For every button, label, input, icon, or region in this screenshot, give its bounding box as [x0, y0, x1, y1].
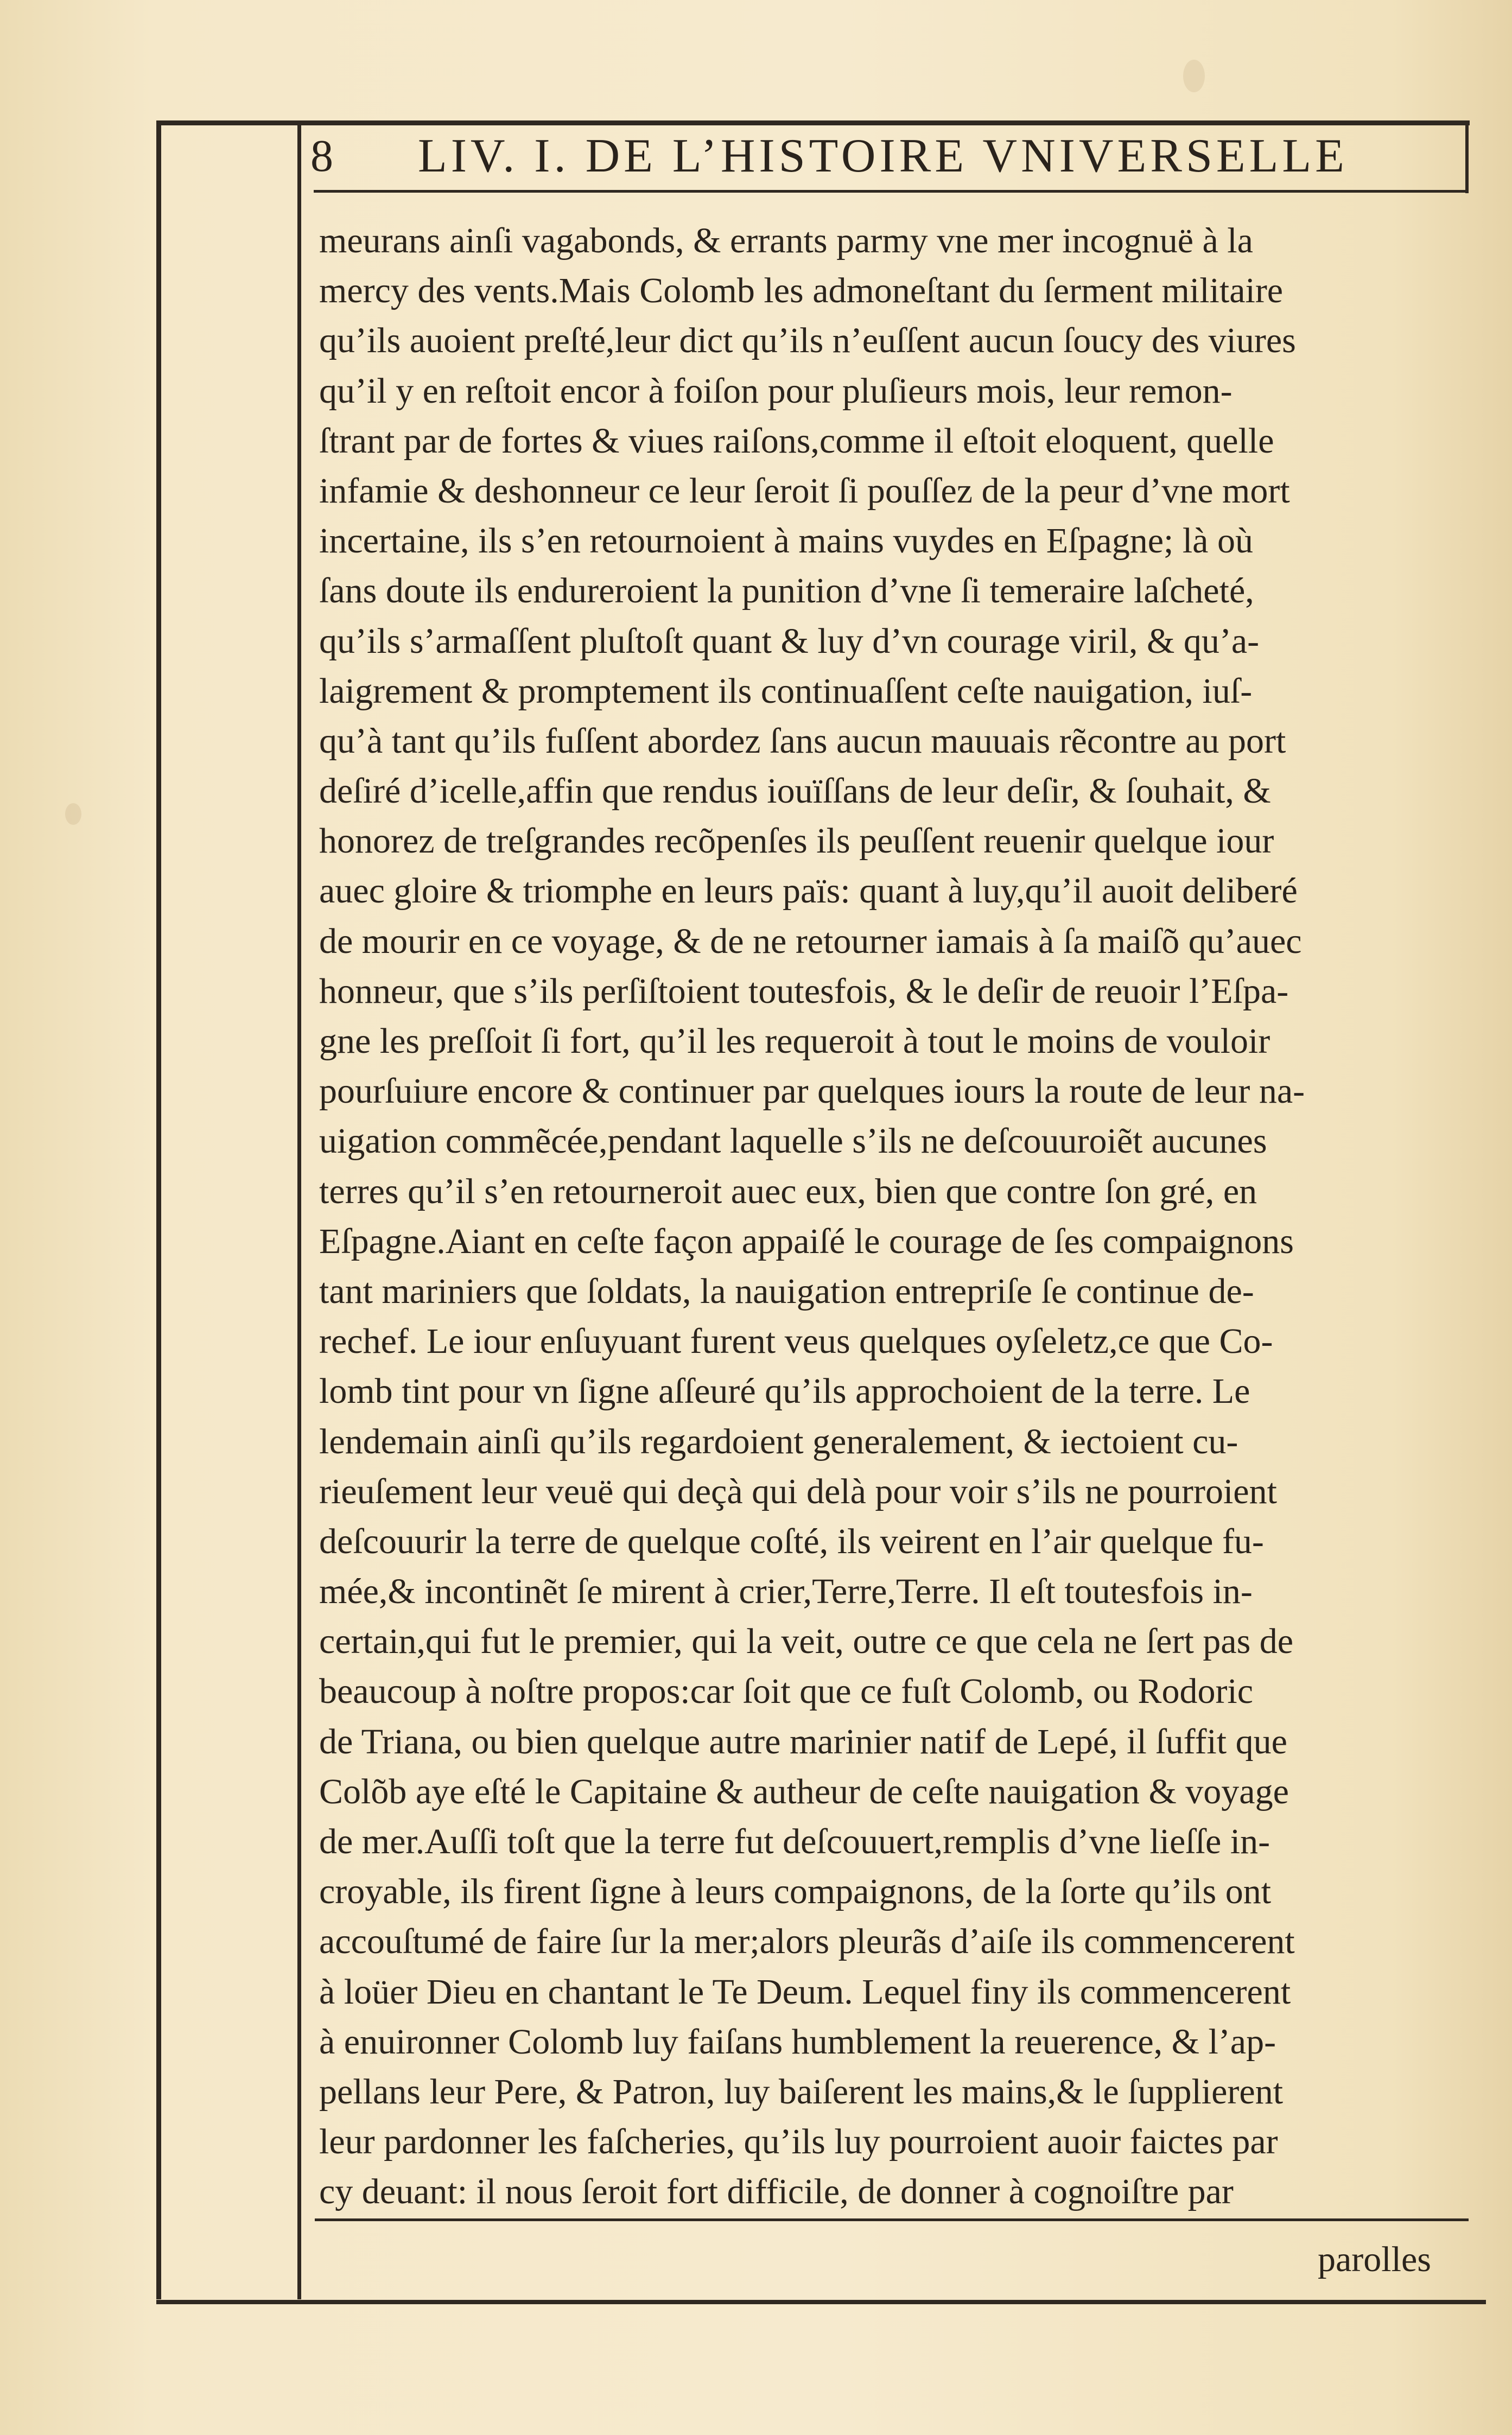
text-line: qu’à tant qu’ils fuſſent abordez ſans aucun mauuais rẽcontre au port	[319, 721, 1286, 761]
text-line: de Triana, ou bien quelque autre marinier natif de Lepé, il ſuffit que	[319, 1721, 1287, 1762]
text-line: terres qu’il s’en retourneroit auec eux, bien que contre ſon gré, en	[319, 1171, 1257, 1211]
top-frame-rule	[156, 120, 1470, 125]
text-line: pellans leur Pere, & Patron, luy baiſerent les mains,& le ſupplierent	[319, 2071, 1284, 2112]
text-line: rechef. Le iour enſuyuant furent veus quelques oyſeletz,ce que Co-	[319, 1321, 1273, 1362]
text-line: qu’il y en reſtoit encor à foiſon pour pluſieurs mois, leur remon-	[319, 371, 1233, 411]
text-line: deſcouurir la terre de quelque coſté, ils veirent en l’air quelque fu-	[319, 1521, 1264, 1561]
text-line: uigation commẽcée,pendant laquelle s’ils ne deſcouuroiẽt aucunes	[319, 1121, 1267, 1161]
page-number: 8	[310, 131, 334, 181]
text-line: à enuironner Colomb luy faiſans humblement la reuerence, & l’ap-	[319, 2021, 1276, 2062]
text-line: à loüer Dieu en chantant le Te Deum. Lequel finy ils commencerent	[319, 1972, 1291, 2012]
text-line: rieuſement leur veuë qui deçà qui delà pour voir s’ils ne pourroient	[319, 1471, 1277, 1511]
right-frame-stub	[1465, 123, 1469, 193]
left-outer-margin-rule	[156, 120, 161, 2299]
text-line: mée,& incontinẽt ſe mirent à crier,Terre,Terre. Il eſt toutesfois in-	[319, 1572, 1253, 1612]
text-line: pourſuiure encore & continuer par quelques iours la route de leur na-	[319, 1071, 1305, 1111]
text-line: incertaine, ils s’en retournoient à mains vuydes en Eſpagne; là où	[319, 521, 1253, 561]
text-line: croyable, ils firent ſigne à leurs compaignons, de la ſorte qu’ils ont	[319, 1872, 1272, 1912]
text-bottom-rule	[315, 2218, 1469, 2221]
bottom-frame-rule	[156, 2300, 1486, 2304]
text-line: auec gloire & triomphe en leurs païs: quant à luy,qu’il auoit deliberé	[319, 871, 1298, 911]
text-line: infamie & deshonneur ce leur ſeroit ſi pouſſez de la peur d’vne mort	[319, 471, 1290, 511]
text-line: Eſpagne.Aiant en ceſte façon appaiſé le courage de ſes compaignons	[319, 1221, 1294, 1261]
header-underline-rule	[314, 190, 1469, 193]
text-line: de mourir en ce voyage, & de ne retourner iamais à ſa maiſõ qu’auec	[319, 921, 1302, 961]
left-inner-margin-rule	[297, 120, 301, 2299]
text-line: beaucoup à noſtre propos:car ſoit que ce fuſt Colomb, ou Rodoric	[319, 1671, 1254, 1712]
text-line: qu’ils s’armaſſent pluſtoſt quant & luy d’vn courage viril, & qu’a-	[319, 621, 1260, 661]
running-head: LIV. I. DE L’HISTOIRE VNIVERSELLE	[418, 130, 1348, 182]
text-line: lomb tint pour vn ſigne aſſeuré qu’ils approchoient de la terre. Le	[319, 1371, 1250, 1412]
text-line: honneur, que s’ils perſiſtoient toutesfois, & le deſir de reuoir l’Eſpa-	[319, 971, 1289, 1011]
text-line: Colõb aye eſté le Capitaine & autheur de ceſte nauigation & voyage	[319, 1771, 1289, 1811]
text-line: mercy des vents.Mais Colomb les admoneſtant du ſerment militaire	[319, 271, 1284, 311]
text-line: deſiré d’icelle,affin que rendus iouïſſans de leur deſir, & ſouhait, &	[319, 771, 1271, 811]
text-line: meurans ainſi vagabonds, & errants parmy vne mer incognuë à la	[319, 221, 1253, 260]
catchword: parolles	[1318, 2240, 1431, 2279]
paper-stain	[1183, 60, 1205, 92]
paper-stain	[65, 803, 81, 825]
text-line: gne les preſſoit ſi fort, qu’il les requeroit à tout le moins de vouloir	[319, 1021, 1270, 1061]
text-line: laigrement & promptement ils continuaſſent ceſte nauigation, iuſ-	[319, 671, 1253, 711]
text-line: accouſtumé de faire ſur la mer;alors pleurãs d’aiſe ils commencerent	[319, 1922, 1295, 1962]
text-line: de mer.Auſſi toſt que la terre fut deſcouuert,remplis d’vne lieſſe in-	[319, 1822, 1270, 1861]
text-line: cy deuant: il nous ſeroit fort difficile, de donner à cognoiſtre par	[319, 2172, 1234, 2212]
body-text	[319, 216, 1459, 2217]
text-line: honorez de treſgrandes recõpenſes ils peuſſent reuenir quelque iour	[319, 821, 1274, 861]
text-line: tant mariniers que ſoldats, la nauigation entrepriſe ſe continue de-	[319, 1271, 1254, 1311]
text-line: qu’ils auoient preſté,leur dict qu’ils n’euſſent aucun ſoucy des viures	[319, 321, 1296, 361]
text-line: leur pardonner les faſcheries, qu’ils luy pourroient auoir faictes par	[319, 2122, 1278, 2162]
text-line: ſans doute ils endureroient la punition d’vne ſi temeraire laſcheté,	[319, 571, 1254, 611]
text-line: lendemain ainſi qu’ils regardoient generalement, & iectoient cu-	[319, 1421, 1238, 1461]
text-line: ſtrant par de fortes & viues raiſons,comme il eſtoit eloquent, quelle	[319, 421, 1274, 461]
text-line: certain,qui fut le premier, qui la veit, outre ce que cela ne ſert pas de	[319, 1622, 1294, 1662]
